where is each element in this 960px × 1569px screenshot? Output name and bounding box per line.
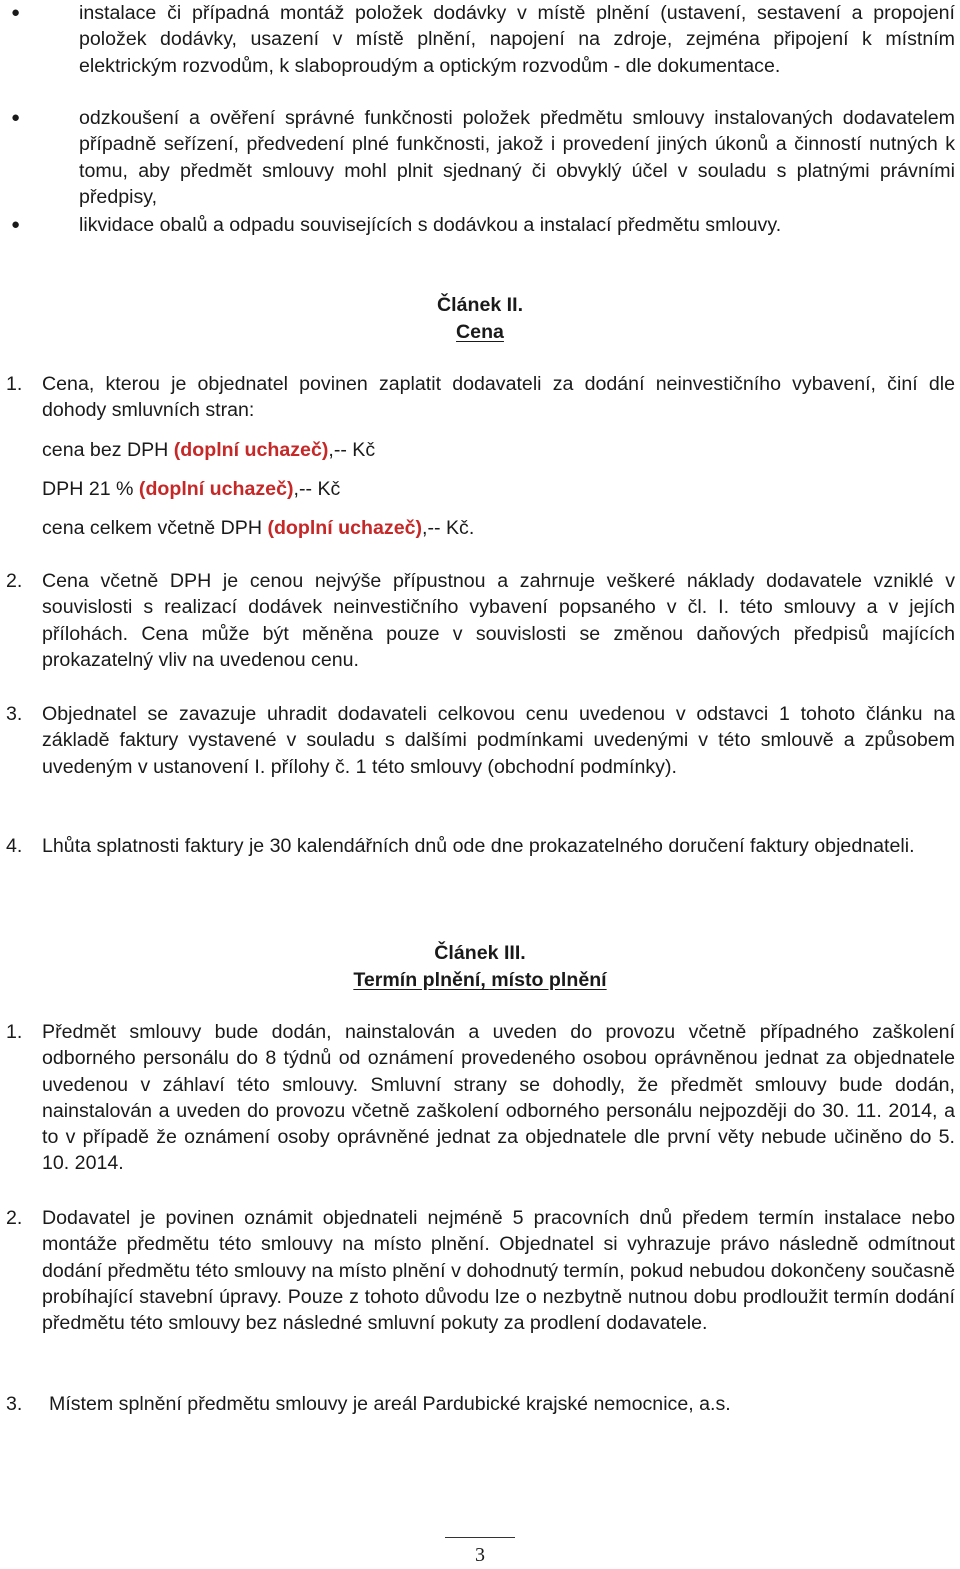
price-label: DPH 21 %: [42, 478, 139, 500]
article-title-text: Cena: [456, 321, 504, 343]
paragraph-number: 4.: [6, 835, 23, 857]
bullet-text: instalace či případná montáž položek dodávky v místě plnění (ustavení, sestavení a propojení položek dodávky, usazení v místě plnění, napojení na zdroje, zejména připojení k místním elektrickým rozvodům, k slaboproudým a optickým rozvodům - dle dokumentace.: [79, 2, 955, 77]
article-title: [0, 318, 960, 346]
price-suffix: ,-- Kč: [328, 439, 376, 461]
price-line-total: [42, 515, 474, 541]
paragraph-text: Cena, kterou je objednatel povinen zaplatit dodavateli za dodání neinvestičního vybavení, činí dle dohody smluvních stran:: [42, 373, 955, 422]
paragraph-number: 2.: [6, 570, 23, 592]
fill-placeholder: (doplní uchazeč): [267, 517, 423, 539]
article-heading: Článek II.: [436, 294, 524, 316]
paragraph-number: 1.: [6, 373, 23, 395]
price-label: cena bez DPH: [42, 439, 174, 461]
price-suffix: ,-- Kč.: [422, 517, 475, 539]
page-number: 3: [475, 1544, 485, 1566]
paragraph-text: Místem splnění předmětu smlouvy je areál Pardubické krajské nemocnice, a.s.: [49, 1393, 731, 1415]
paragraph-text: Objednatel se zavazuje uhradit dodavateli celkovou cenu uvedenou v odstavci 1 tohoto článku na základě faktury vystavené v souladu s dalšími podmínkami uvedenými v této smlouvě a způsobem uvedeným v ustanovení I. přílohy č. 1 této smlouvy (obchodní podmínky).: [42, 703, 955, 778]
bullet-text: likvidace obalů a odpadu souvisejících s dodávkou a instalací předmětu smlouvy.: [79, 214, 782, 236]
paragraph-text: Cena včetně DPH je cenou nejvýše přípustnou a zahrnuje veškeré náklady dodavatele vzniklé v souvislosti s realizací dodávek neinvestičního vybavení popsaného v čl. I. této smlouvy a v jejích přílohách. Cena může být měněna pouze v souvislosti se změnou daňových předpisů majících prokazatelný vliv na uvedenou cenu.: [42, 570, 955, 671]
fill-placeholder: (doplní uchazeč): [138, 478, 294, 500]
paragraph-number: 1.: [6, 1021, 23, 1043]
paragraph-number: 3.: [6, 703, 23, 725]
paragraph-text: Předmět smlouvy bude dodán, nainstalován a uveden do provozu včetně případného zaškolení odborného personálu do 8 týdnů od oznámení provedeného osobou oprávněnou jednat za objednatele uvedenou v záhlaví této smlouvy. Smluvní strany se dohodly, že předmět smlouvy bude dodán, nainstalován a uveden do provozu včetně zaškolení odborného personálu nejpozději do 30. 11. 2014, a to v případě že oznámení osoby oprávněné jednat za objednatele dle první věty nebude učiněno do 5. 10. 2014.: [42, 1021, 955, 1175]
article-heading: Článek III.: [434, 942, 526, 964]
price-line-vat: [42, 476, 340, 502]
paragraph-number: 2.: [6, 1207, 23, 1229]
fill-placeholder: (doplní uchazeč): [173, 439, 329, 461]
price-line-net: [42, 437, 375, 463]
bullet-icon: ●: [11, 4, 21, 21]
price-suffix: ,-- Kč: [293, 478, 341, 500]
price-label: cena celkem včetně DPH: [42, 517, 268, 539]
bullet-icon: ●: [11, 109, 21, 126]
paragraph-number: 3.: [6, 1393, 23, 1415]
article-title: [0, 966, 960, 994]
paragraph-text: Dodavatel je povinen oznámit objednateli nejméně 5 pracovních dnů předem termín instalace nebo montáže předmětu této smlouvy na místo plnění. Objednatel si vyhrazuje právo následně odmítnout dodání předmětu této smlouvy na místo plnění v dohodnutý termín, pokud nebudou dokončeny současně probíhající stavební úpravy. Pouze z tohoto důvodu lze o nezbytně nutnou dobu prodloužit termín dodání předmětu této smlouvy bez následné smluvní pokuty za prodlení dodavatele.: [42, 1207, 955, 1335]
bullet-icon: ●: [11, 216, 21, 233]
footer-divider: [445, 1537, 515, 1538]
paragraph-text: Lhůta splatnosti faktury je 30 kalendářních dnů ode dne prokazatelného doručení faktury objednateli.: [42, 835, 915, 857]
article-title-text: Termín plnění, místo plnění: [353, 969, 607, 991]
bullet-text: odzkoušení a ověření správné funkčnosti položek předmětu smlouvy instalovaných dodavatelem případně seřízení, předvedení plné funkčnosti, jakož i provedení jiných úkonů a činností nutných k tomu, aby předmět smlouvy mohl plnit sjednaný či obvyklý účel v souladu s platnými právními předpisy,: [79, 107, 955, 208]
